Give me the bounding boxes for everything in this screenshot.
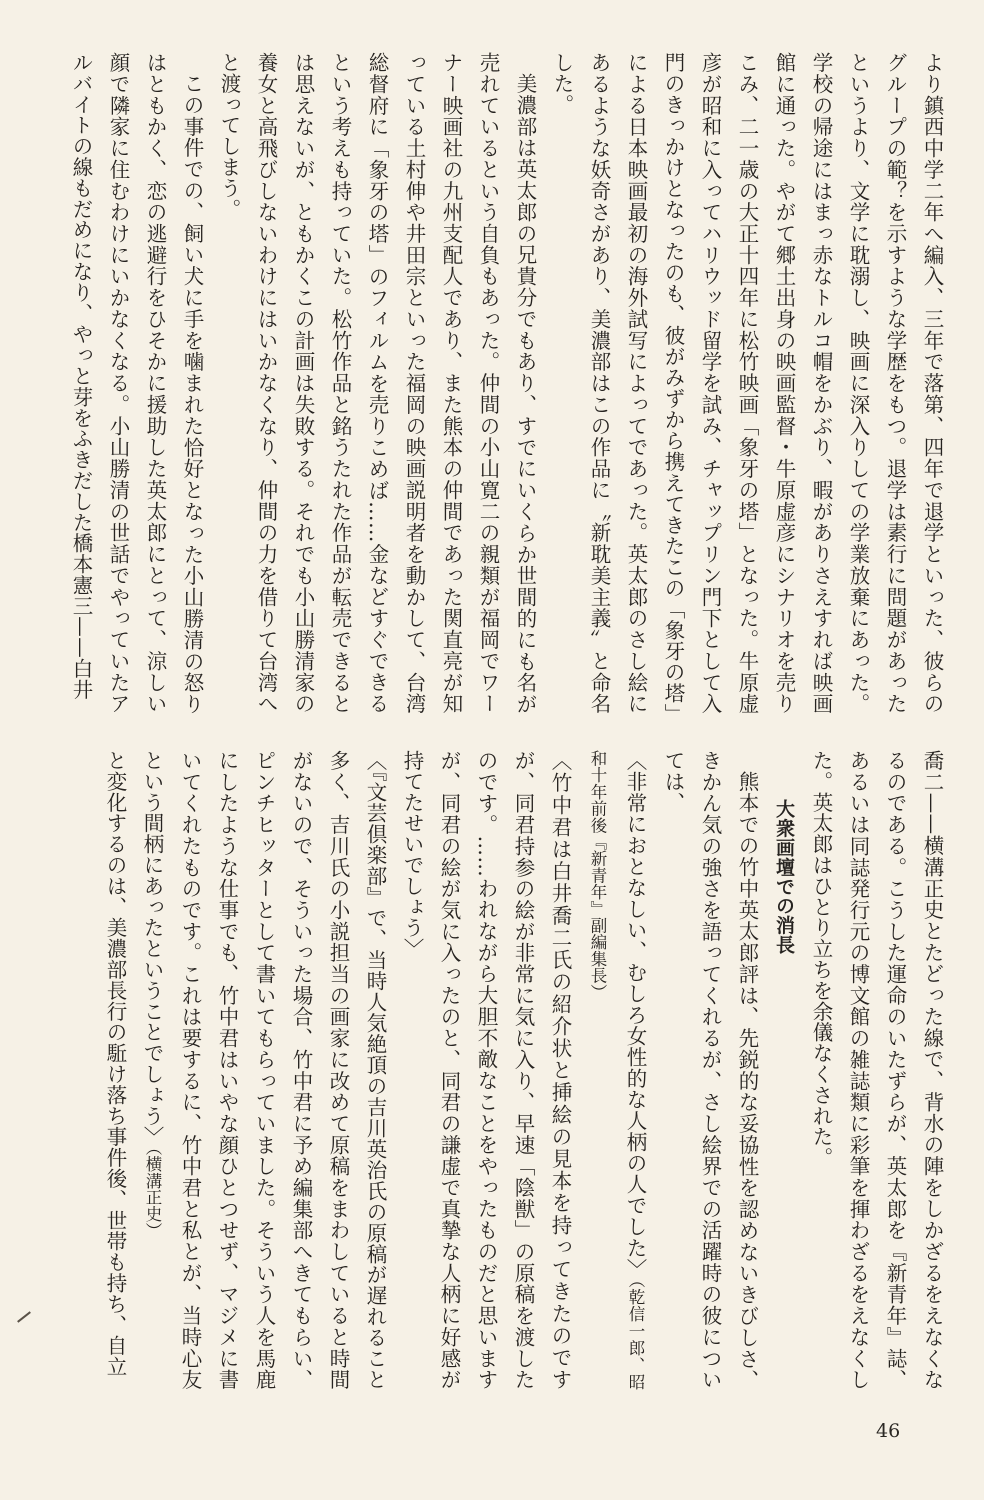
quote-3-source: （横溝正史） (143, 1147, 162, 1240)
paragraph-closing: と変化するのは、美濃部長行の駈け落ち事件後、世帯も持ち、自立 (103, 750, 127, 1377)
pencil-mark (17, 1311, 31, 1322)
paragraph-2: 美濃部は英太郎の兄貴分でもあり、すでにいくらか世間的にも名が売れているという自負もあった。仲間の小山寛二の親類が福岡でワーナー映画社の九州支配人であり、また熊本の仲間であった関直亮が知っている土村伸や井田宗といった福岡の映画説明者を動かして、台湾総督府に「象牙の塔」のフィルムを売りこめば……金などすぐできるという考えも持っていた。松竹作品と銘うたれた作品が転売できるとは思えないが、ともかくこの計画は失敗する。それでも小山勝清家の養女と高飛びしないわけにはいかなくなり、仲間の力を借りて台湾へと渡ってしまう。 (217, 52, 537, 714)
quote-1-source: （乾信一郎、昭和十年前後『新青年』副編集長） (588, 750, 645, 1390)
paragraph-continuation: 喬二——横溝正史とたどった線で、背水の陣をしかざるをえなくなるのである。こうした運命のいたずらが、英太郎を『新青年』誌、あるいは同誌発行元の博文館の雑誌類に彩筆を揮わざるをえなくした。英太郎はひとり立ちを余儀なくされた。 (809, 750, 944, 1390)
quote-3 (133, 750, 393, 1390)
quote-2: 〈竹中君は白井喬二氏の紹介状と挿絵の見本を持ってきたのですが、同君持参の絵が非常に気に入り、早速「陰獣」の原稿を渡したのです。……われながら大胆不敵なことをやったものだと思いますが、同君の絵が気に入ったのと、同君の謙虚で真摯な人柄に好感が持てたせいでしょう〉 (400, 750, 572, 1390)
section-heading: 大衆画壇での消長 (773, 799, 795, 955)
paragraph-critique: 熊本での竹中英太郎評は、先鋭的な妥協性を認めないきびしさ、きかん気の強さを語ってくれるが、さし絵界での活躍時の彼については、 (661, 750, 759, 1390)
paragraph-3: この事件での、飼い犬に手を噛まれた恰好となった小山勝清の怒りはともかく、恋の逃避行をひそかに援助した英太郎にとって、涼しい顔で隣家に住むわけにいかなくなる。小山勝清の世話でやっていたアルバイトの線もだめになり、やっと芽をふきだした橋本憲三——白井 (69, 52, 204, 714)
quote-3-text: 〈『文芸倶楽部』で、当時人気絶頂の吉川英治氏の原稿が遅れること多く、吉川氏の小説担当の画家に改めて原稿をまわしていると時間がないので、そういった場合、竹中君に予め編集部へきてもらい、ピンチヒッターとして書いてもらっていました。そういう人を馬鹿にしたような仕事でも、竹中君はいやな顔ひとつせず、マジメに書いてくれたものです。これは要するに、竹中君と私とが、当時心友という間柄にあったということでしょう〉 (140, 750, 387, 1390)
quote-1 (578, 750, 654, 1390)
paragraph-1: より鎮西中学二年へ編入、三年で落第、四年で退学といった、彼らのグループの範？を示すような学歴をもつ。退学は素行に問題があったというより、文学に耽溺し、映画に深入りしての学業放棄にあった。学校の帰途にはまっ赤なトルコ帽をかぶり、暇がありさえすれば映画館に通った。やがて郷土出身の映画監督・牛原虚彦にシナリオを売りこみ、二一歳の大正十四年に松竹映画「象牙の塔」となった。牛原虚彦が昭和に入ってハリウッド留学を試み、チャップリン門下として入門のきっかけとなったのも、彼がみずから携えてきたこの「象牙の塔」による日本映画最初の海外試写によってであった。英太郎のさし絵にあるような妖奇さがあり、美濃部はこの作品に〝新耽美主義〟と命名した。 (550, 52, 944, 714)
quote-1-text: 〈非常におとなしい、むしろ女性的な人柄の人でした〉 (623, 750, 647, 1280)
lower-text-block (40, 750, 950, 1390)
upper-text-block (40, 52, 950, 714)
page-number: 46 (876, 1420, 901, 1442)
